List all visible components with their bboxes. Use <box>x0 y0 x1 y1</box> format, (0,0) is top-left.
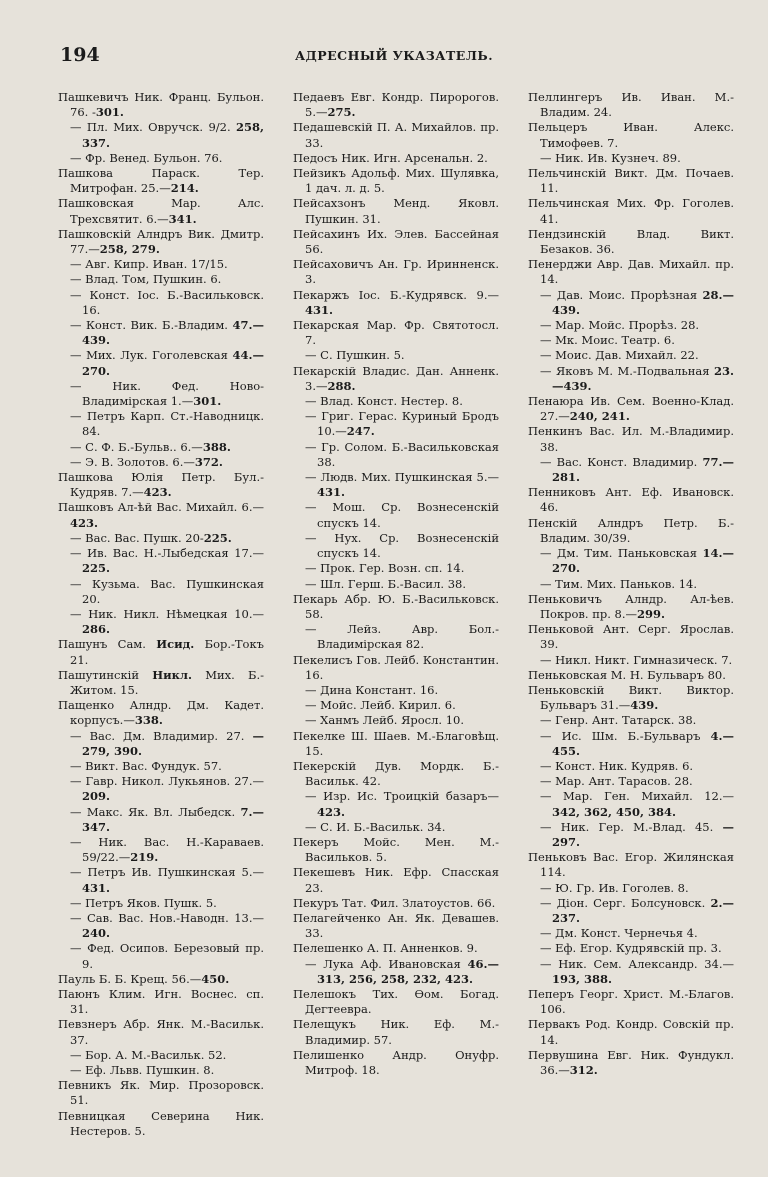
directory-entry: Пекаржъ Іос. Б.-Кудрявск. 9.—431. <box>293 287 499 317</box>
directory-entry: — Дав. Моис. Прорѣзная 28.—439. <box>540 287 734 317</box>
directory-entry: Пекарскій Владис. Дан. Анненк. 3.—288. <box>293 363 499 393</box>
directory-entry: — Сав. Вас. Нов.-Наводн. 13.—240. <box>70 910 264 941</box>
column-3 <box>528 90 734 1155</box>
directory-entry: Пекарская Мар. Фр. Святотосл. 7. <box>293 318 499 348</box>
directory-entry: Пауль Б. Б. Крещ. 56.—450. <box>58 971 230 986</box>
directory-entry: — Ник. Сем. Александр. 34.—193, 388. <box>540 956 734 986</box>
directory-entry: — Конст. Іос. Б.-Васильковск. 16. <box>70 287 264 317</box>
column-1 <box>58 90 264 1155</box>
directory-entry: Пейзикъ Адольф. Мих. Шулявка, 1 дач. л. д. 5. <box>293 166 499 196</box>
directory-entry: — Влад. Том, Пушкин. 6. <box>70 272 222 287</box>
directory-entry: — Прок. Гер. Возн. сп. 14. <box>305 561 465 576</box>
directory-entry: — Мар. Мойс. Прорѣз. 28. <box>540 318 700 333</box>
directory-entry: Пенниковъ Ант. Еф. Ивановск. 46. <box>528 485 734 515</box>
directory-entry: Пеньковская М. Н. Бульваръ 80. <box>528 667 726 682</box>
directory-entry: Пекерскій Дув. Мордк. Б.-Васильк. 42. <box>293 758 499 789</box>
directory-entry: — Фед. Осипов. Березовый пр. 9. <box>70 941 264 971</box>
directory-entry: Пашковская Мар. Алс. Трехсвятит. 6.—341. <box>58 196 264 226</box>
directory-entry: Пенскій Алндръ Петр. Б.-Владим. 30/39. <box>528 515 734 545</box>
directory-entry: Пеньковичъ Алндр. Ал-ѣев. Покров. пр. 8.—299. <box>528 591 734 621</box>
directory-entry: Пелещукъ Ник. Еф. М.-Владимир. 57. <box>293 1017 499 1047</box>
directory-entry: — Петръ Карп. Ст.-Наводницк. 84. <box>70 409 264 439</box>
directory-entry: — Авг. Кипр. Иван. 17/15. <box>70 257 228 272</box>
directory-entry: — С. Пушкин. 5. <box>305 348 405 363</box>
directory-entry: Педашевскій П. А. Михайлов. пр. 33. <box>293 120 499 150</box>
directory-entry: Пекарь Абр. Ю. Б.-Васильковск. 58. <box>293 591 499 621</box>
directory-entry: — Бор. А. М.-Васильк. 52. <box>70 1047 227 1062</box>
directory-entry: Пейсахинъ Их. Элев. Бассейная 56. <box>293 226 499 257</box>
directory-entry: — Тим. Мих. Паньков. 14. <box>540 576 697 591</box>
directory-entry: Пащенко Алндр. Дм. Кадет. корпусъ.—338. <box>58 698 264 728</box>
directory-entry: Пеньковой Ант. Серг. Ярослав. 39. <box>528 622 734 652</box>
directory-entry: — Викт. Вас. Фундук. 57. <box>70 758 222 773</box>
directory-entry: — Ник. Ив. Кузнеч. 89. <box>540 150 681 165</box>
directory-entry: — Григ. Герас. Куриный Бродъ 10.—247. <box>305 409 499 439</box>
directory-entry: — Ханмъ Лейб. Яросл. 10. <box>305 713 465 728</box>
directory-entry: — Мойс. Лейб. Кирил. 6. <box>305 698 456 713</box>
directory-entry: — Мар. Ант. Тарасов. 28. <box>540 774 693 789</box>
directory-entry: — Ник. Фед. Ново-Владимірская 1.—301. <box>70 378 264 409</box>
directory-entry: — Ю. Гр. Ив. Гоголев. 8. <box>540 880 689 895</box>
directory-entry: — Мк. Моис. Театр. 6. <box>540 333 675 348</box>
directory-entry: Пеньковъ Вас. Егор. Жилянская 114. <box>528 850 734 880</box>
directory-entry: Пеллингеръ Ив. Иван. М.-Владим. 24. <box>528 90 734 120</box>
directory-entry: Пашкова Юлія Петр. Бул.-Кудряв. 7.—423. <box>58 470 264 500</box>
directory-entry: Пашковскій Алндръ Вик. Дмитр. 77.—258, 279. <box>58 226 264 257</box>
directory-entry: Пенерджи Авр. Дав. Михайл. пр. 14. <box>528 257 734 287</box>
directory-entry: Первушина Евг. Ник. Фундукл. 36.—312. <box>528 1047 734 1077</box>
directory-entry: — Дм. Конст. Чернечья 4. <box>540 926 698 941</box>
directory-entry: Первакъ Род. Кондр. Совскій пр. 14. <box>528 1017 734 1047</box>
directory-entry: — Мар. Ген. Михайл. 12.— 342, 362, 450, 384. <box>540 789 734 819</box>
directory-entry: Пелешокъ Тих. Өом. Богад. Дегтеевра. <box>293 986 499 1017</box>
directory-entry: — Моис. Дав. Михайл. 22. <box>540 348 699 363</box>
directory-entry: — Генр. Ант. Татарск. 38. <box>540 713 697 728</box>
directory-entry: — Петръ Ив. Пушкинская 5.—431. <box>70 865 264 895</box>
directory-entry: — Мош. Ср. Вознесенскій спускъ 14. <box>305 500 499 530</box>
directory-entry: — Ник. Вас. Н.-Караваев. 59/22.—219. <box>70 834 264 865</box>
directory-entry: — Гр. Солом. Б.-Васильковская 38. <box>305 439 499 469</box>
directory-entry: — Изр. Ис. Троицкій базаръ—423. <box>305 789 499 819</box>
directory-entry: — Діон. Серг. Болсуновск. 2.—237. <box>540 895 734 925</box>
directory-entry: — Еф. Егор. Кудрявскій пр. 3. <box>540 941 722 956</box>
directory-entry: — Шл. Герш. Б.-Васил. 38. <box>305 576 466 591</box>
directory-entry: Пельцеръ Иван. Алекс. Тимофѳев. 7. <box>528 120 734 150</box>
directory-entry: — Кузьма. Вас. Пушкинская 20. <box>70 576 264 606</box>
directory-entry: Пенкинъ Вас. Ил. М.-Владимир. 38. <box>528 424 734 454</box>
directory-entry: Педосъ Ник. Игн. Арсенальн. 2. <box>293 150 488 165</box>
directory-entry: — Яковъ М. М.-Подвальная 23.—439. <box>540 363 734 393</box>
directory-entry: Пельчинская Мих. Фр. Гоголев. 41. <box>528 196 734 226</box>
directory-entry: Паюнъ Клим. Игн. Воснес. сп. 31. <box>58 986 264 1017</box>
directory-entry: Пашкевичъ Ник. Франц. Бульон. 76. -301. <box>58 90 264 120</box>
directory-entry: Пелишенко Андр. Онуфр. Митроф. 18. <box>293 1047 499 1077</box>
directory-entry: Пеперъ Георг. Христ. М.-Благов. 106. <box>528 986 734 1017</box>
directory-entry: Пенаюра Ив. Сем. Военно-Клад. 27.—240, 241. <box>528 394 734 424</box>
directory-entry: — Нух. Ср. Вознесенскій спускъ 14. <box>305 530 499 561</box>
directory-entry: Пекеръ Мойс. Мен. М.-Васильков. 5. <box>293 834 499 865</box>
directory-entry: Пекелисъ Гов. Лейб. Константин. 16. <box>293 652 499 682</box>
directory-entry: Пекуръ Тат. Фил. Златоустов. 66. <box>293 895 496 910</box>
directory-entry: — Никл. Никт. Гимназическ. 7. <box>540 652 733 667</box>
directory-entry: — Вас. Конст. Владимир. 77.—281. <box>540 454 734 485</box>
directory-entry: Пашкова Параск. Тер. Митрофан. 25.—214. <box>58 166 264 196</box>
directory-entry: — Фр. Венед. Бульон. 76. <box>70 150 223 165</box>
directory-entry: Пекелке Ш. Шаев. М.-Благовѣщ. 15. <box>293 728 499 758</box>
page-header <box>60 44 728 74</box>
directory-entry: Пейсаховичъ Ан. Гр. Иринненск. 3. <box>293 257 499 287</box>
directory-entry: — Дина Констант. 16. <box>305 682 439 697</box>
directory-entry: Пельчинскій Викт. Дм. Почаев. 11. <box>528 166 734 196</box>
directory-entry: Пейсахзонъ Менд. Яковл. Пушкин. 31. <box>293 196 499 226</box>
page-number: 194 <box>60 44 100 66</box>
directory-entry: Пашунъ Сам. Исид. Бор.-Токъ 21. <box>58 637 264 667</box>
directory-entry: Певницкая Северина Ник. Нестеров. 5. <box>58 1108 264 1138</box>
directory-entry: — Гавр. Никол. Лукьянов. 27.—209. <box>70 774 264 804</box>
directory-entry: Певникъ Як. Мир. Прозоровск. 51. <box>58 1078 264 1108</box>
directory-entry: Педаевъ Евг. Кондр. Пиророгов. 5.—275. <box>293 90 499 120</box>
directory-entry: — Ис. Шм. Б.-Бульваръ 4.—455. <box>540 728 734 758</box>
directory-entry: — Конст. Вик. Б.-Владим. 47.—439. <box>70 318 264 348</box>
directory-entry: — Ник. Никл. Нѣмецкая 10.—286. <box>70 606 264 637</box>
directory-entry: — Вас. Дм. Владимир. 27. —279, 390. <box>70 728 264 758</box>
directory-entry: Пелешенко А. П. Анненков. 9. <box>293 941 478 956</box>
directory-entry: — Вас. Вас. Пушк. 20-225. <box>70 530 232 545</box>
columns <box>58 90 734 1155</box>
directory-entry: Певзнеръ Абр. Янк. М.-Васильк. 37. <box>58 1017 264 1047</box>
directory-entry: — Конст. Ник. Кудряв. 6. <box>540 758 694 773</box>
directory-entry: — Петръ Яков. Пушк. 5. <box>70 895 217 910</box>
directory-entry: — Влад. Конст. Нестер. 8. <box>305 394 463 409</box>
directory-entry: — С. И. Б.-Васильк. 34. <box>305 819 446 834</box>
directory-entry: — Лука Аф. Ивановская 46.—313, 256, 258, 232, 423. <box>305 956 499 986</box>
directory-entry: Пеньковскій Викт. Виктор. Бульваръ 31.—439. <box>528 682 734 713</box>
directory-entry: — С. Ф. Б.-Бульв.. 6.—388. <box>70 439 231 454</box>
directory-entry: Пелагейченко Ан. Як. Девашев. 33. <box>293 910 499 941</box>
directory-entry: Пекешевъ Ник. Ефр. Спасская 23. <box>293 865 499 895</box>
directory-entry: — Людв. Мих. Пушкинская 5.—431. <box>305 470 499 500</box>
directory-entry: — Ник. Гер. М.-Влад. 45. —297. <box>540 819 734 849</box>
directory-entry: — Макс. Як. Вл. Лыбедск. 7.—347. <box>70 804 264 834</box>
directory-entry: Пашутинскій Никл. Мих. Б.-Житом. 15. <box>58 667 264 697</box>
running-title: АДРЕСНЫЙ УКАЗАТЕЛЬ. <box>294 48 494 63</box>
directory-entry: — Мих. Лук. Гоголевская 44.—270. <box>70 348 264 378</box>
directory-entry: — Лейз. Авр. Бол.-Владимірская 82. <box>305 622 499 652</box>
column-2 <box>293 90 499 1155</box>
directory-entry: — Пл. Мих. Овручск. 9/2. 258, 337. <box>70 120 264 150</box>
directory-entry: Пашковъ Ал-ѣй Вас. Михайл. 6.—423. <box>58 500 264 530</box>
directory-entry: — Ив. Вас. Н.-Лыбедская 17.—225. <box>70 546 264 576</box>
directory-entry: — Э. В. Золотов. 6.—372. <box>70 454 223 469</box>
directory-entry: — Дм. Тим. Паньковская 14.—270. <box>540 546 734 576</box>
directory-entry: Пендзинскій Влад. Викт. Безаков. 36. <box>528 226 734 257</box>
directory-entry: — Еф. Львв. Пушкин. 8. <box>70 1063 215 1077</box>
